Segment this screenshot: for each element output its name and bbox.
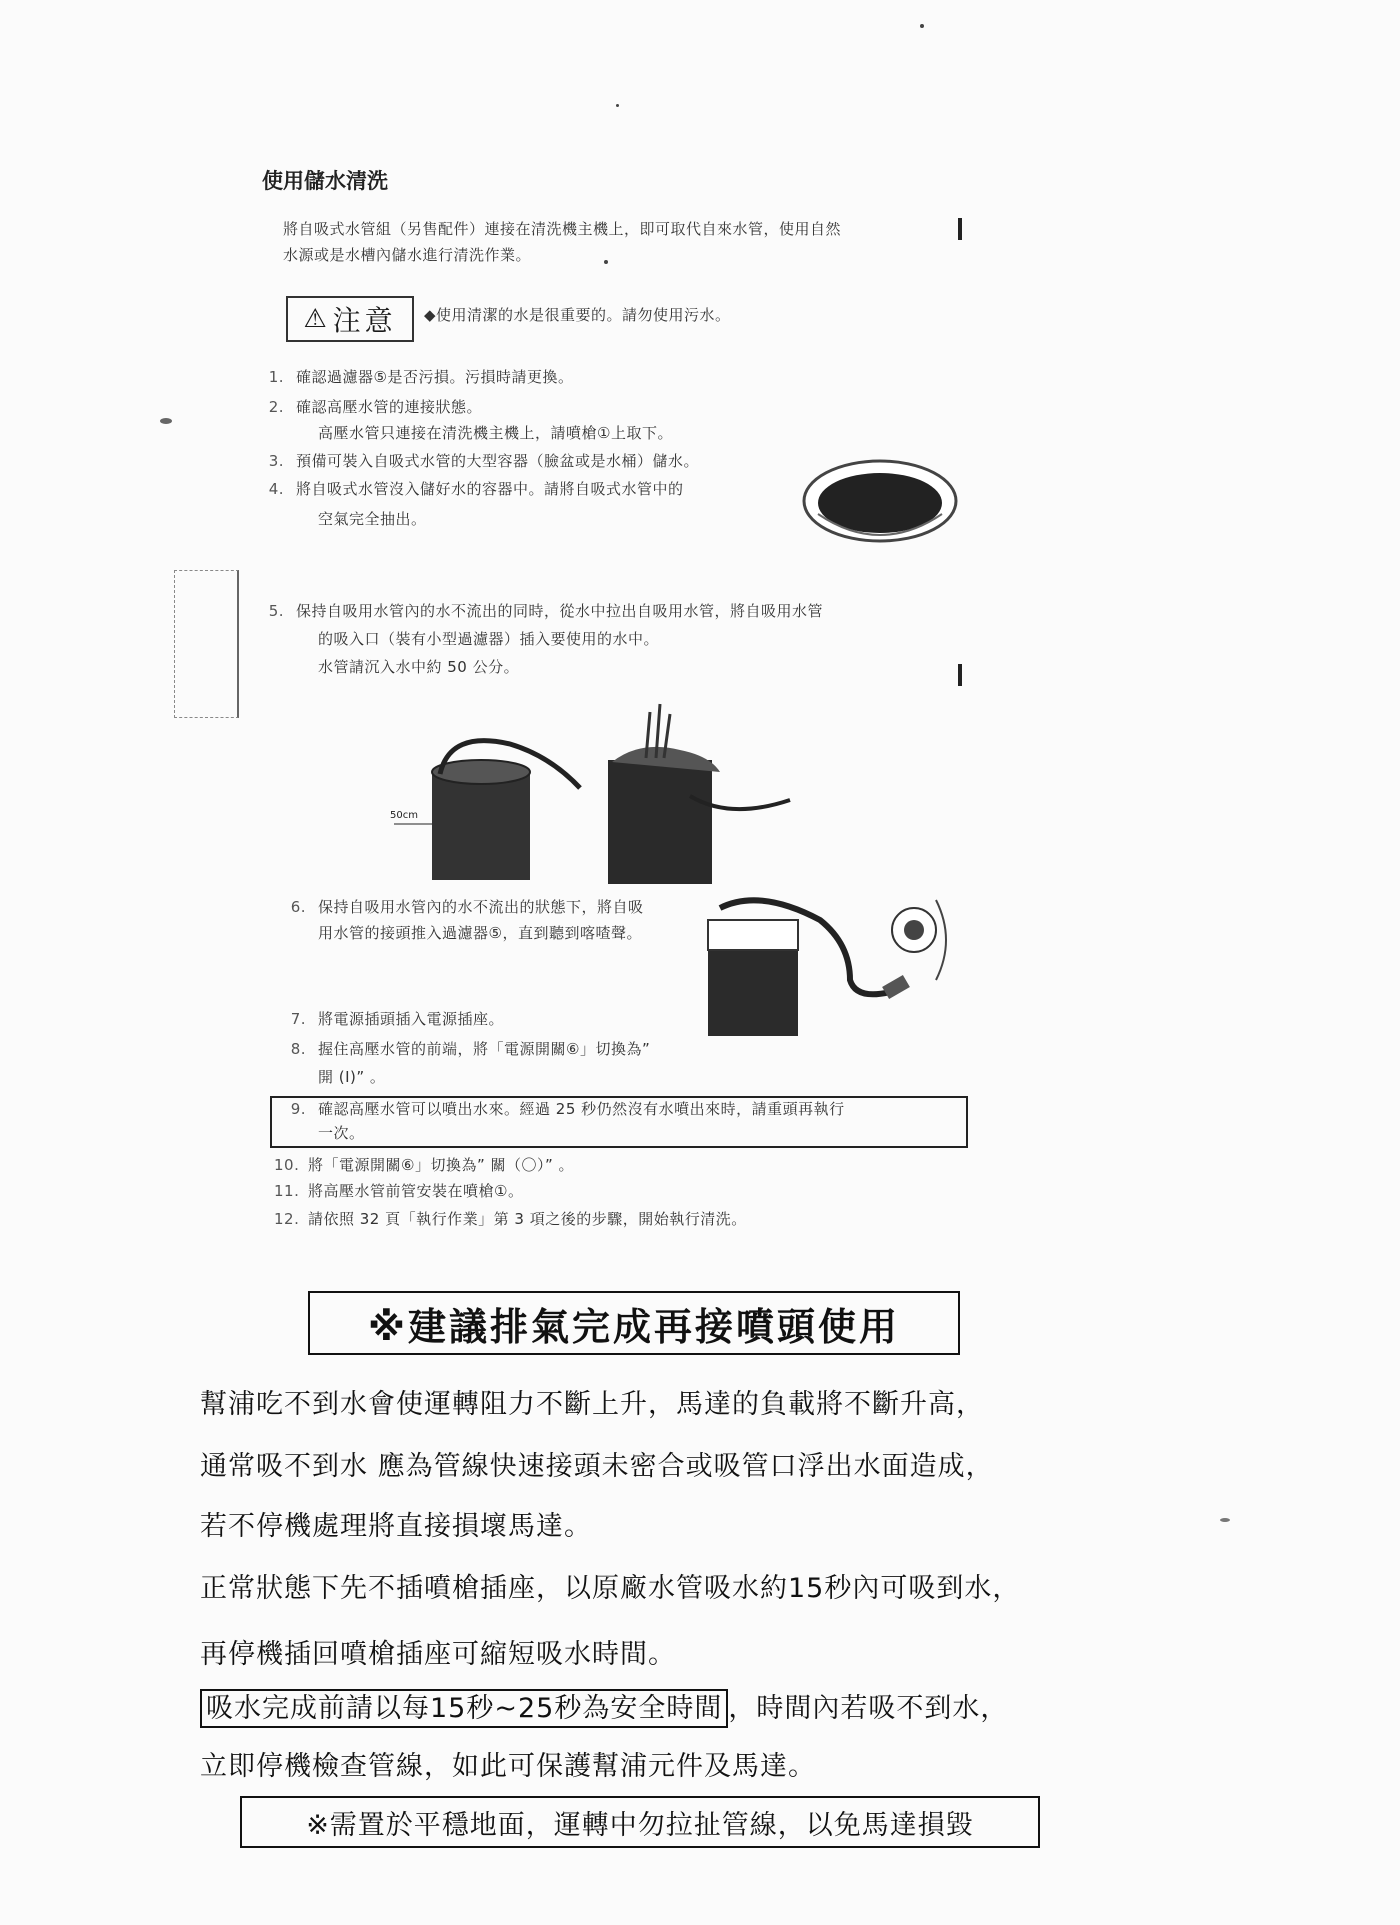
notice-line-1: 幫浦吃不到水會使運轉阻力不斷上升，馬達的負載將不斷升高， — [200, 1389, 984, 1420]
step-4-line-2: 空氣完全抽出。 — [318, 510, 427, 528]
notice-line-7: 立即停機檢查管線，如此可保護幫浦元件及馬達。 — [200, 1751, 816, 1782]
water-basin-illustration — [800, 456, 960, 556]
depth-label: 50cm — [390, 810, 418, 821]
footer-warning-box: ※需置於平穩地面，運轉中勿拉扯管線，以免馬達損毀 — [240, 1796, 1040, 1848]
scan-speck — [604, 260, 608, 264]
scan-speck — [1220, 1518, 1230, 1522]
section-title: 使用儲水清洗 — [262, 169, 388, 193]
notice-line-2: 通常吸不到水 應為管線快速接頭未密合或吸管口浮出水面造成， — [200, 1451, 994, 1482]
warning-triangle-icon: ⚠ — [303, 304, 327, 334]
step-12: 12. 請依照 32 頁「執行作業」第 3 項之後的步驟，開始執行清洗。 — [274, 1210, 747, 1228]
notice-line-4: 正常狀態下先不插噴槍插座，以原廠水管吸水約15秒內可吸到水， — [200, 1573, 1021, 1604]
step-1: 1. 確認過濾器⑤是否污損。污損時請更換。 — [268, 368, 574, 386]
step-2: 2. 確認高壓水管的連接狀態。 — [268, 398, 483, 416]
step-6-line-2: 用水管的接頭推入過濾器⑤，直到聽到喀喳聲。 — [318, 924, 642, 942]
step-10: 10. 將「電源開關⑥」切換為” 關（〇）” 。 — [274, 1156, 575, 1174]
step-9-line-2: 一次。 — [318, 1124, 365, 1142]
caution-text: ◆使用清潔的水是很重要的。請勿使用污水。 — [424, 306, 731, 324]
notice-heading: ※建議排氣完成再接噴頭使用 — [308, 1291, 960, 1355]
step-8-line-2: 開 (I)” 。 — [318, 1068, 386, 1086]
intro-line-1: 將自吸式水管組（另售配件）連接在清洗機主機上，即可取代自來水管，使用自然 — [283, 220, 842, 238]
caution-box — [286, 296, 414, 342]
step-2-line-2: 高壓水管只連接在清洗機主機上，請噴槍①上取下。 — [318, 424, 673, 442]
intro-line-2: 水源或是水槽內儲水進行清洗作業。 — [283, 246, 532, 264]
step-9: 9. 確認高壓水管可以噴出水來。經過 25 秒仍然沒有水噴出來時，請重頭再執行 — [290, 1100, 845, 1118]
step-4: 4. 將自吸式水管沒入儲好水的容器中。請將自吸式水管中的 — [268, 480, 684, 498]
notice-line-5: 再停機插回噴槍插座可縮短吸水時間。 — [200, 1639, 676, 1670]
step-11: 11. 將高壓水管前管安裝在噴槍①。 — [274, 1182, 524, 1200]
step-5-line-3: 水管請沉入水中約 50 公分。 — [318, 658, 520, 676]
step-8: 8. 握住高壓水管的前端，將「電源開關⑥」切換為” — [290, 1040, 651, 1058]
notice-line-3: 若不停機處理將直接損壞馬達。 — [200, 1511, 592, 1542]
margin-tab — [174, 570, 239, 718]
margin-mark — [958, 218, 962, 240]
margin-mark — [958, 664, 962, 686]
scan-speck — [920, 24, 924, 28]
notice-line-6-rest: ，時間內若吸不到水， — [728, 1693, 1009, 1724]
caution-label: 注意 — [332, 304, 397, 337]
scan-speck — [160, 418, 172, 424]
step-7: 7. 將電源插頭插入電源插座。 — [290, 1010, 505, 1028]
safety-time-highlight: 吸水完成前請以每15秒~25秒為安全時間 — [200, 1689, 728, 1728]
hose-in-bucket-illustration — [380, 700, 800, 890]
filter-connection-illustration — [700, 880, 960, 1040]
step-6: 6. 保持自吸用水管內的水不流出的狀態下，將自吸 — [290, 898, 644, 916]
step-5-line-2: 的吸入口（裝有小型過濾器）插入要使用的水中。 — [318, 630, 660, 648]
step-5: 5. 保持自吸用水管內的水不流出的同時，從水中拉出自吸用水管，將自吸用水管 — [268, 602, 824, 620]
notice-line-6 — [200, 1686, 1008, 1725]
scan-speck — [616, 104, 619, 107]
step-3: 3. 預備可裝入自吸式水管的大型容器（臉盆或是水桶）儲水。 — [268, 452, 700, 470]
